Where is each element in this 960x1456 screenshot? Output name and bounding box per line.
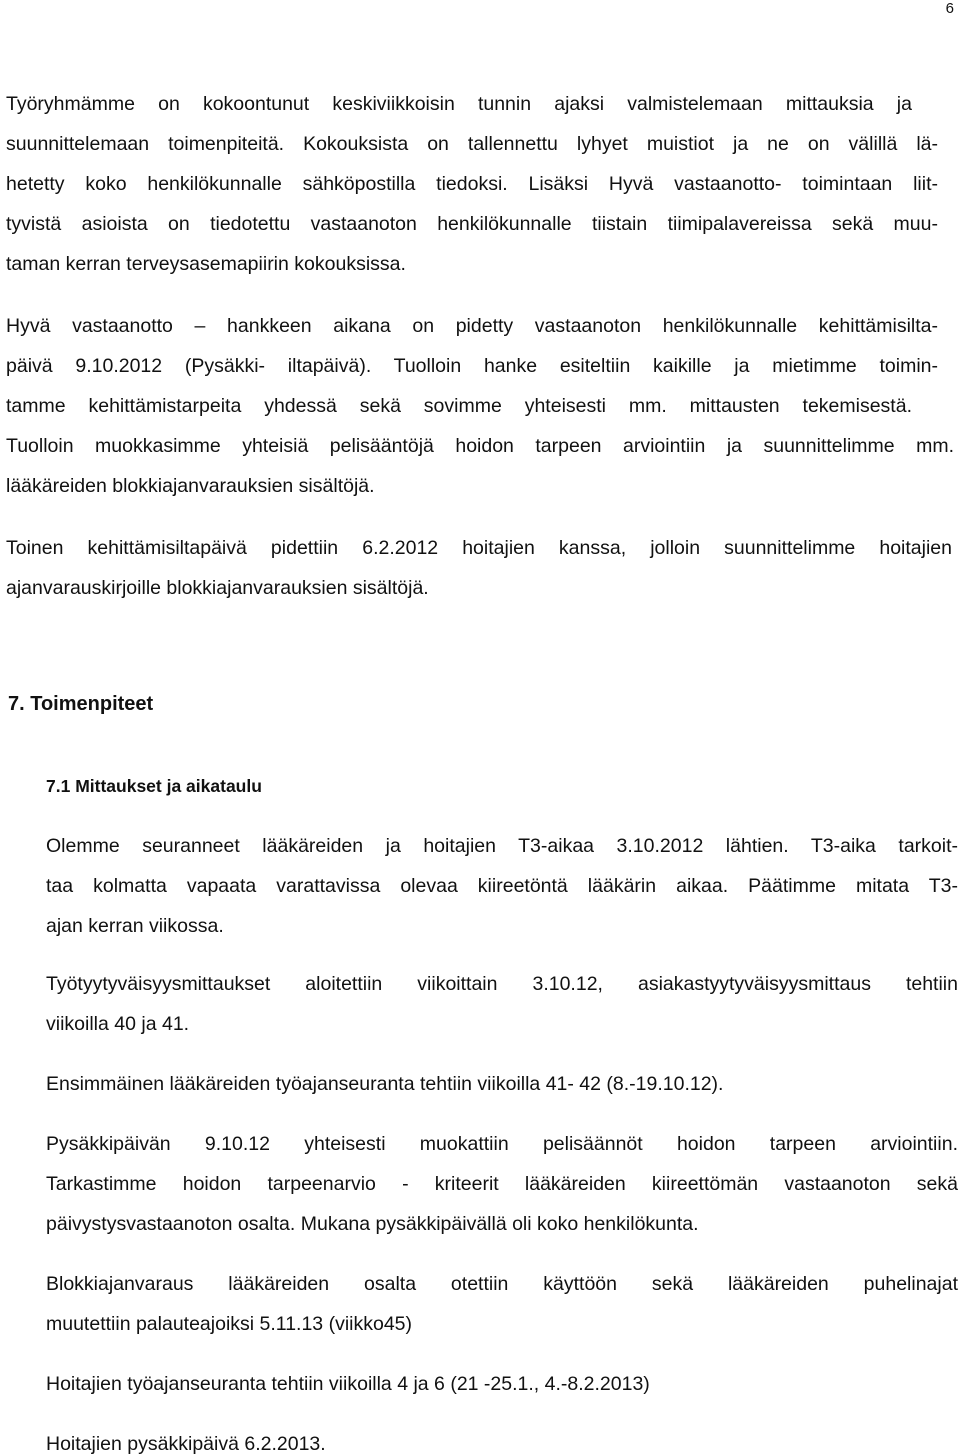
paragraph-line: Hyvä vastaanotto – hankkeen aikana on pidetty vastaanoton henkilökunnalle kehittämisilta- <box>6 315 938 337</box>
paragraph-line: ajanvarauskirjoille blokkiajanvarauksien sisältöjä. <box>6 577 429 599</box>
paragraph-line: ajan kerran viikossa. <box>46 915 224 937</box>
section-heading: 7. Toimenpiteet <box>8 693 154 715</box>
paragraph-line: suunnittelemaan toimenpiteitä. Kokouksista on tallennettu lyhyet muistiot ja ne on välillä lä- <box>6 133 938 155</box>
paragraph-line: taman kerran terveysasemapiirin kokouksissa. <box>6 253 406 275</box>
paragraph-line: Työtyytyväisyysmittaukset aloitettiin viikoittain 3.10.12, asiakastyytyväisyysmittaus tehtiin <box>46 973 958 995</box>
subsection-heading: 7.1 Mittaukset ja aikataulu <box>46 776 262 796</box>
paragraph-line: Pysäkkipäivän 9.10.12 yhteisesti muokattiin pelisäännöt hoidon tarpeen arviointiin. <box>46 1133 958 1155</box>
paragraph-line: Tarkastimme hoidon tarpeenarvio - kriteerit lääkäreiden kiireettömän vastaanoton sekä <box>46 1173 958 1195</box>
paragraph-line: Toinen kehittämisiltapäivä pidettiin 6.2.2012 hoitajien kanssa, jolloin suunnittelimme hoitajien <box>6 537 952 559</box>
paragraph-line: tyvistä asioista on tiedotettu vastaanoton henkilökunnalle tiistain tiimipalavereissa sekä muu- <box>6 213 938 235</box>
paragraph-line: muutettiin palauteajoiksi 5.11.13 (viikko45) <box>46 1313 413 1335</box>
paragraph-line: taa kolmatta vapaata varattavissa olevaa kiireetöntä lääkärin aikaa. Päätimme mitata T3- <box>46 875 958 897</box>
paragraph-line: päivä 9.10.2012 (Pysäkki- iltapäivä). Tuolloin hanke esiteltiin kaikille ja mietimme toimin- <box>6 355 938 377</box>
paragraph-line: Ensimmäinen lääkäreiden työajanseuranta tehtiin viikoilla 41- 42 (8.-19.10.12). <box>46 1073 724 1095</box>
page-number: 6 <box>945 0 954 17</box>
paragraph-line: Tuolloin muokkasimme yhteisiä pelisääntöjä hoidon tarpeen arviointiin ja suunnittelimme mm. <box>6 435 954 457</box>
paragraph-line: Hoitajien pysäkkipäivä 6.2.2013. <box>46 1433 326 1455</box>
paragraph-line: viikoilla 40 ja 41. <box>46 1013 190 1035</box>
paragraph-line: Blokkiajanvaraus lääkäreiden osalta otettiin käyttöön sekä lääkäreiden puhelinajat <box>46 1273 958 1295</box>
paragraph-line: Työryhmämme on kokoontunut keskiviikkoisin tunnin ajaksi valmistelemaan mittauksia ja <box>6 93 912 115</box>
paragraph-line: Olemme seuranneet lääkäreiden ja hoitajien T3-aikaa 3.10.2012 lähtien. T3-aika tarkoit- <box>46 835 958 857</box>
paragraph-line: tamme kehittämistarpeita yhdessä sekä sovimme yhteisesti mm. mittausten tekemisestä. <box>6 395 912 417</box>
paragraph-line: lääkäreiden blokkiajanvarauksien sisältöjä. <box>6 475 375 497</box>
paragraph-line: Hoitajien työajanseuranta tehtiin viikoilla 4 ja 6 (21 -25.1., 4.-8.2.2013) <box>46 1373 650 1395</box>
paragraph-line: päivystysvastaanoton osalta. Mukana pysäkkipäivällä oli koko henkilökunta. <box>46 1213 699 1235</box>
paragraph-line: hetetty koko henkilökunnalle sähköpostilla tiedoksi. Lisäksi Hyvä vastaanotto- toimintaan liit- <box>6 173 938 195</box>
